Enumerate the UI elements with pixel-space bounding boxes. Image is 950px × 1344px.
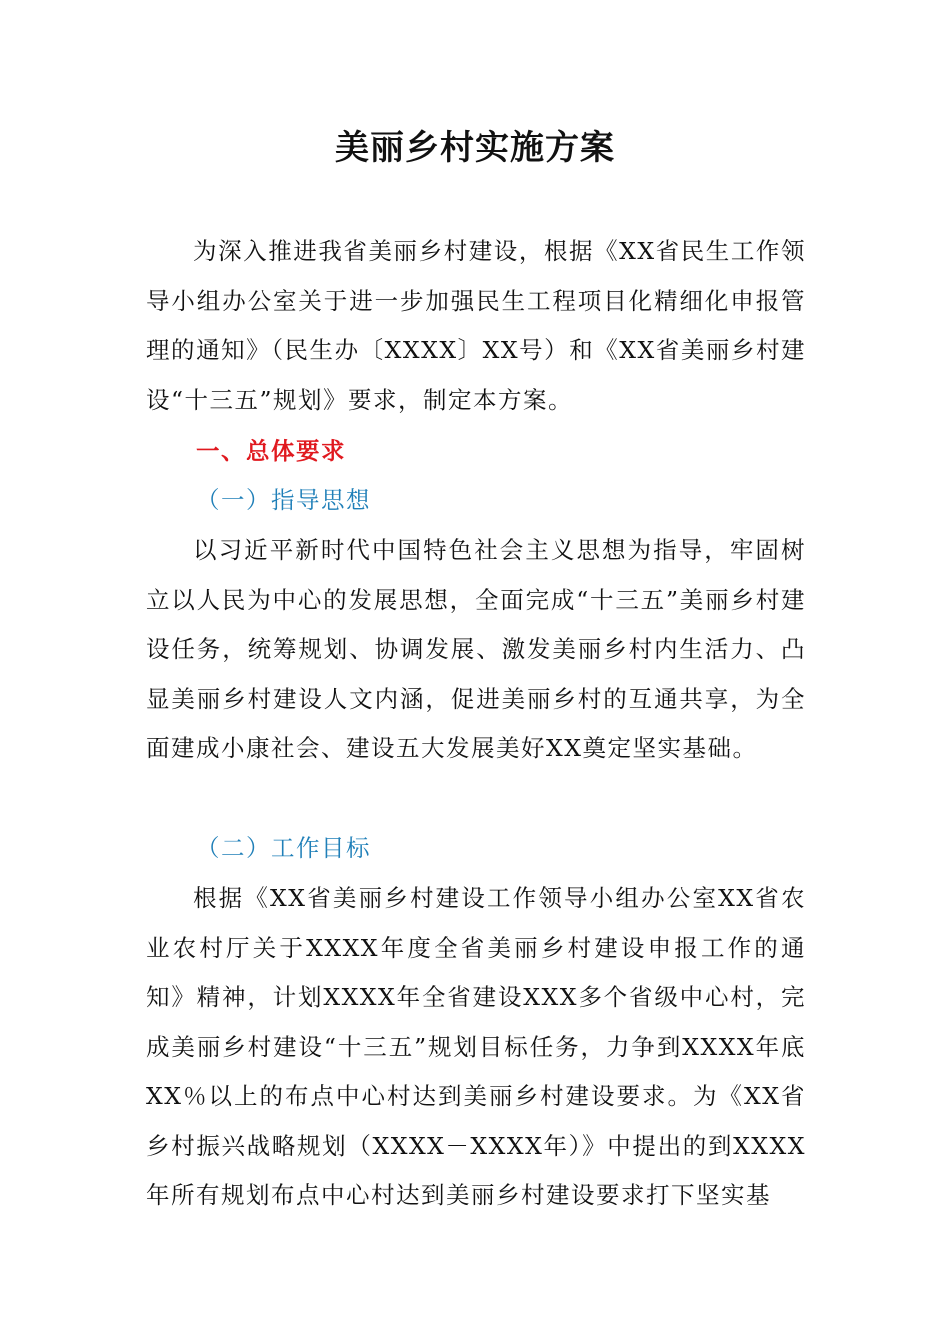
intro-paragraph: 为深入推进我省美丽乡村建设，根据《XX省民生工作领导小组办公室关于进一步加强民生工程项目化精细化申报管理的通知》（民生办〔XXXX〕XX号）和《XX省美丽乡村建设“十三五”规划》要求，制定本方案。 — [146, 237, 806, 414]
guiding-thought-paragraph: 以习近平新时代中国特色社会主义思想为指导，牢固树立以人民为中心的发展思想，全面完成“十三五”美丽乡村建设任务，统筹规划、协调发展、激发美丽乡村内生活力、凸显美丽乡村建设人文内涵，促进美丽乡村的互通共享，为全面建成小康社会、建设五大发展美好XX奠定坚实基础。 — [146, 536, 806, 762]
work-goals-paragraph: 根据《XX省美丽乡村建设工作领导小组办公室XX省农业农村厅关于XXXX年度全省美丽乡村建设申报工作的通知》精神，计划XXXX年全省建设XXX多个省级中心村，完成美丽乡村建设“十三五”规划目标任务，力争到XXXX年底XX％以上的布点中心村达到美丽乡村建设要求。为《XX省乡村振兴战略规划（XXXX－XXXX年）》中提出的到XXXX年所有规划布点中心村达到美丽乡村建设要求打下坚实基 — [146, 884, 806, 1209]
subsection-heading-work-goals: （二）工作目标 — [196, 834, 371, 862]
section-heading-overall-requirements: 一、总体要求 — [196, 437, 346, 465]
document-title: 美丽乡村实施方案 — [335, 128, 615, 168]
subsection-heading-guiding-thought: （一）指导思想 — [196, 486, 371, 514]
